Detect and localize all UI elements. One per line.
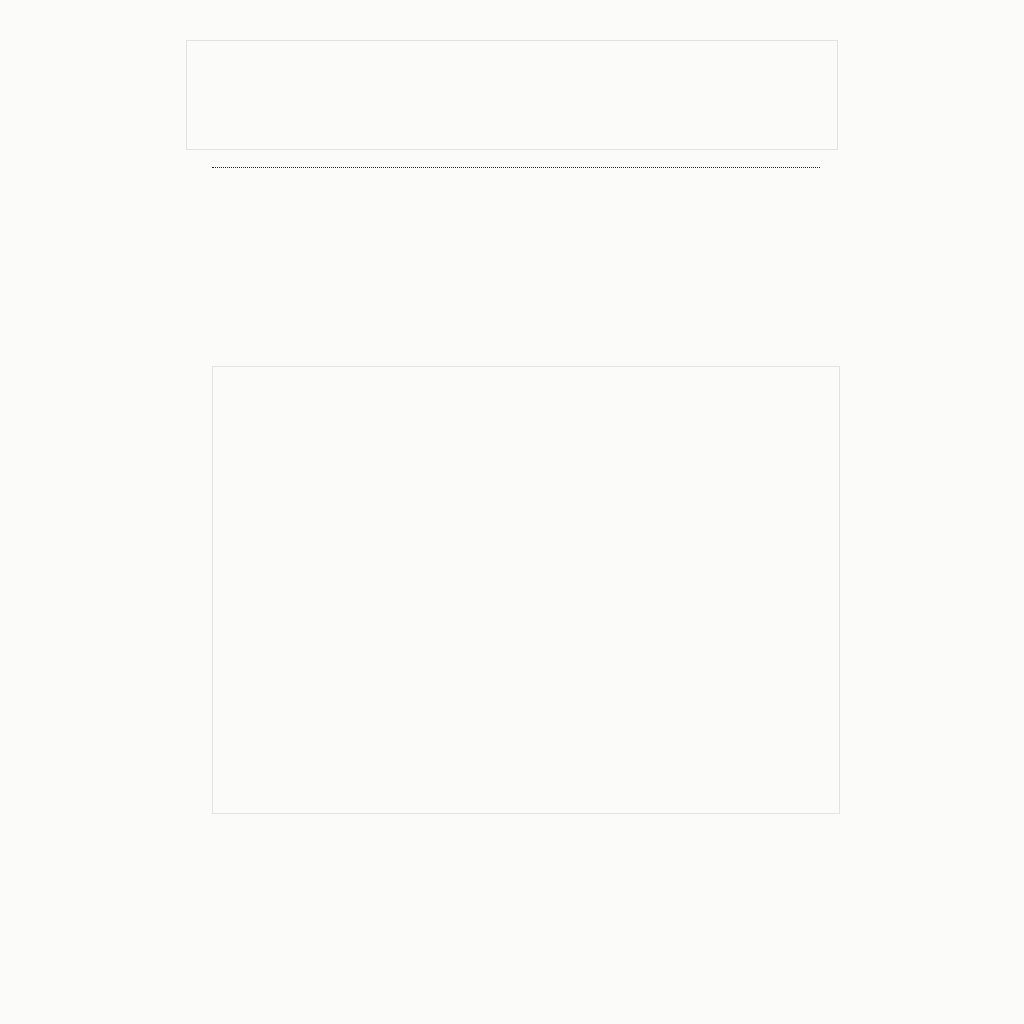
toc-entry-chu-de-8 — [208, 170, 822, 171]
dot-leader — [212, 167, 820, 168]
